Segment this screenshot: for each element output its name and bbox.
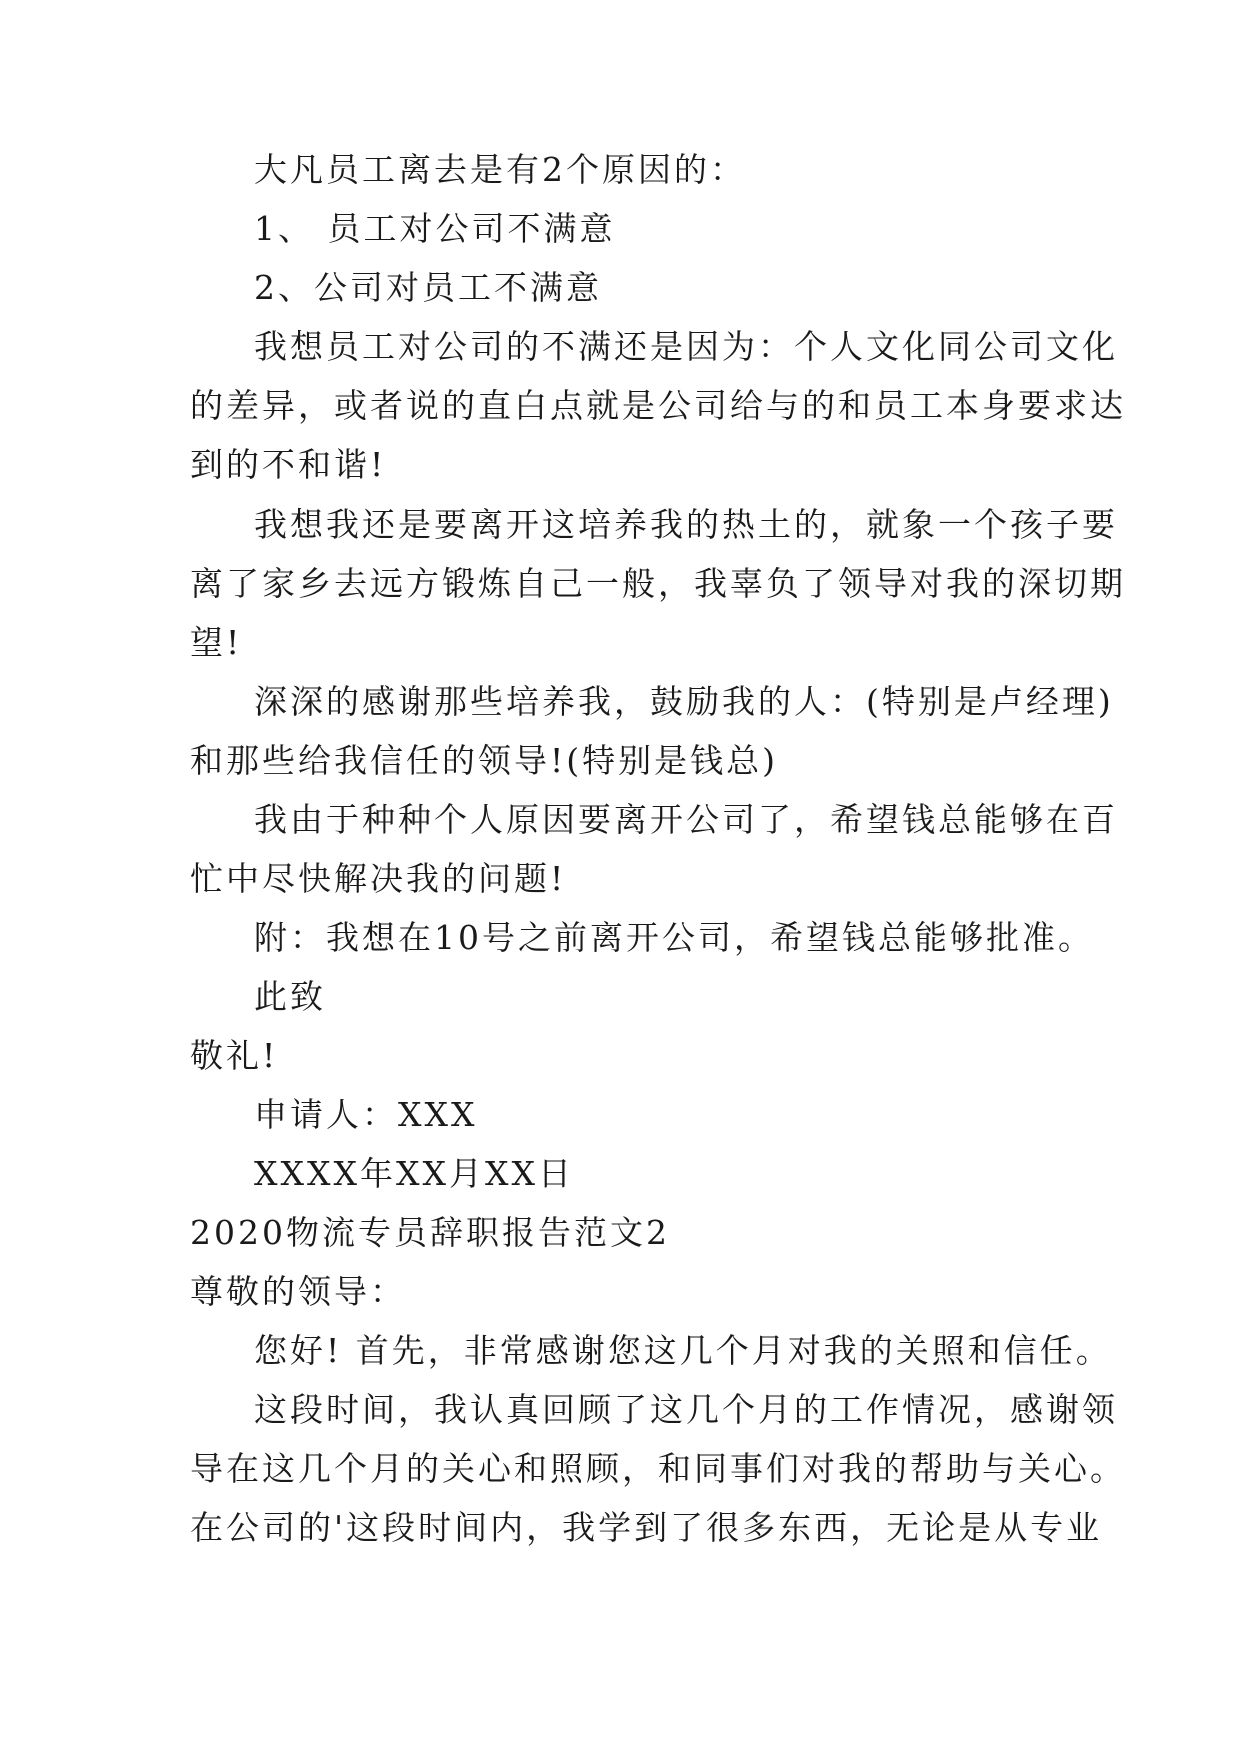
salutation-line: 尊敬的领导：	[190, 1272, 406, 1311]
signature-line: 申请人：XXX	[254, 1095, 478, 1134]
paragraph-line: 和那些给我信任的领导!(特别是钱总)	[190, 741, 779, 780]
paragraph-line: 我想我还是要离开这培养我的热土的，就象一个孩子要	[254, 505, 1118, 544]
section-title: 2020物流专员辞职报告范文2	[190, 1213, 670, 1252]
paragraph-line: 大凡员工离去是有2个原因的：	[254, 150, 746, 189]
closing-line: 此致	[254, 977, 326, 1016]
closing-line: 敬礼!	[190, 1036, 279, 1075]
paragraph-line: 望!	[190, 623, 243, 662]
paragraph-line: 我想员工对公司的不满还是因为：个人文化同公司文化	[254, 327, 1118, 366]
paragraph-line: 在公司的'这段时间内，我学到了很多东西，无论是从专业	[190, 1508, 1103, 1547]
paragraph-line: 忙中尽快解决我的问题!	[190, 859, 567, 898]
paragraph-line: 离了家乡去远方锻炼自己一般，我辜负了领导对我的深切期	[190, 564, 1126, 603]
date-line: XXXX年XX月XX日	[254, 1154, 574, 1193]
paragraph-line: 附：我想在10号之前离开公司，希望钱总能够批准。	[254, 918, 1094, 957]
paragraph-line: 到的不和谐!	[190, 445, 387, 484]
paragraph-line: 导在这几个月的关心和照顾，和同事们对我的帮助与关心。	[190, 1449, 1126, 1488]
paragraph-line: 的差异，或者说的直白点就是公司给与的和员工本身要求达	[190, 386, 1126, 425]
list-item: 2、公司对员工不满意	[254, 268, 602, 307]
paragraph-line: 这段时间，我认真回顾了这几个月的工作情况，感谢领	[254, 1390, 1118, 1429]
paragraph-line: 您好! 首先，非常感谢您这几个月对我的关照和信任。	[254, 1331, 1112, 1370]
paragraph-line: 我由于种种个人原因要离开公司了，希望钱总能够在百	[254, 800, 1118, 839]
paragraph-line: 深深的感谢那些培养我，鼓励我的人：(特别是卢经理)	[254, 682, 1114, 721]
list-item: 1、 员工对公司不满意	[254, 209, 616, 248]
